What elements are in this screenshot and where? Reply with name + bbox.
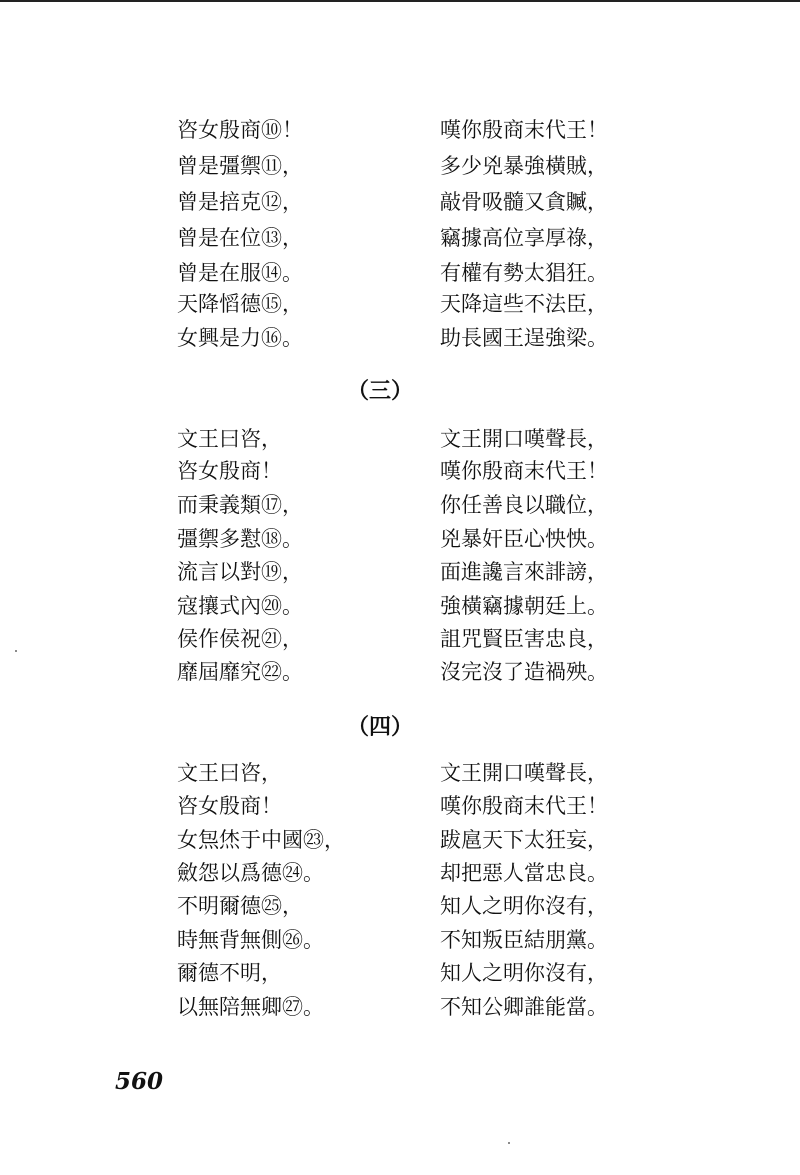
translation-line: 詛咒賢臣害忠良， bbox=[440, 627, 608, 651]
original-line: 女興是力⑯。 bbox=[177, 326, 303, 350]
translation-line: 強橫竊據朝廷上。 bbox=[440, 594, 608, 618]
translation-line: 跋扈天下太狂妄， bbox=[440, 828, 608, 852]
translation-line: 沒完沒了造禍殃。 bbox=[440, 660, 608, 684]
top-border-rule bbox=[0, 0, 800, 2]
original-line: 侯作侯祝㉑， bbox=[177, 627, 303, 651]
translation-line: 多少兇暴強橫賊， bbox=[440, 154, 608, 178]
translation-line: 兇暴奸臣心怏怏。 bbox=[440, 527, 608, 551]
translation-line: 文王開口嘆聲長， bbox=[440, 761, 608, 785]
section-heading: （三） bbox=[346, 378, 413, 404]
original-line: 文王曰咨， bbox=[177, 427, 282, 451]
scan-speck bbox=[508, 1142, 510, 1144]
translation-line: 你任善良以職位， bbox=[440, 493, 608, 517]
original-line: 文王曰咨， bbox=[177, 761, 282, 785]
translation-line: 有權有勢太猖狂。 bbox=[440, 261, 608, 285]
translation-line: 嘆你殷商末代王！ bbox=[440, 794, 608, 818]
translation-line: 嘆你殷商末代王！ bbox=[440, 118, 608, 142]
translation-line: 嘆你殷商末代王！ bbox=[440, 459, 608, 483]
original-line: 曾是彊禦⑪， bbox=[177, 154, 303, 178]
original-line: 曾是在位⑬， bbox=[177, 226, 303, 250]
original-line: 天降慆德⑮， bbox=[177, 292, 303, 316]
original-line: 靡屆靡究㉒。 bbox=[177, 660, 303, 684]
translation-line: 竊據高位享厚祿， bbox=[440, 226, 608, 250]
section-heading: （四） bbox=[346, 714, 413, 740]
original-line: 咨女殷商⑩！ bbox=[177, 118, 303, 142]
original-line: 寇攘式內⑳。 bbox=[177, 594, 303, 618]
original-line: 以無陪無卿㉗。 bbox=[177, 995, 324, 1019]
translation-line: 不知叛臣結朋黨。 bbox=[440, 928, 608, 952]
translation-line: 却把惡人當忠良。 bbox=[440, 861, 608, 885]
translation-line: 面進讒言來誹謗， bbox=[440, 560, 608, 584]
original-line: 而秉義類⑰， bbox=[177, 493, 303, 517]
original-line: 時無背無側㉖。 bbox=[177, 928, 324, 952]
original-line: 曾是在服⑭。 bbox=[177, 261, 303, 285]
original-line: 爾德不明， bbox=[177, 961, 282, 985]
original-line: 女炰烋于中國㉓， bbox=[177, 828, 345, 852]
original-line: 彊禦多懟⑱。 bbox=[177, 527, 303, 551]
page-number: 560 bbox=[115, 1068, 164, 1095]
translation-line: 天降這些不法臣， bbox=[440, 292, 608, 316]
original-line: 咨女殷商！ bbox=[177, 459, 282, 483]
translation-line: 敲骨吸髓又貪贓， bbox=[440, 190, 608, 214]
translation-line: 助長國王逞強梁。 bbox=[440, 326, 608, 350]
original-line: 流言以對⑲， bbox=[177, 560, 303, 584]
translation-line: 知人之明你沒有， bbox=[440, 894, 608, 918]
original-line: 曾是掊克⑫， bbox=[177, 190, 303, 214]
original-line: 不明爾德㉕， bbox=[177, 894, 303, 918]
translation-line: 不知公卿誰能當。 bbox=[440, 995, 608, 1019]
translation-line: 文王開口嘆聲長， bbox=[440, 427, 608, 451]
original-line: 斂怨以爲德㉔。 bbox=[177, 861, 324, 885]
scan-speck bbox=[15, 650, 17, 652]
original-line: 咨女殷商！ bbox=[177, 794, 282, 818]
translation-line: 知人之明你沒有， bbox=[440, 961, 608, 985]
